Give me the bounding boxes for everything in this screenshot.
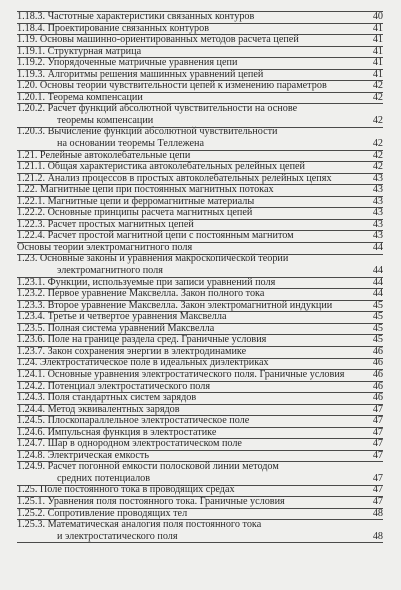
toc-entry-title: Метод эквивалентных зарядов [47, 403, 180, 415]
toc-entry[interactable] [17, 531, 383, 543]
toc-entry-title: Расчет функций абсолютной чувствительности на основе [47, 103, 298, 115]
toc-entry[interactable] [17, 265, 383, 277]
toc-entry-title: Поле постоянного тока в проводящих средах [39, 484, 235, 496]
toc-rule [17, 381, 383, 382]
toc-entry-title: Алгоритмы решения машинных уравнений цепей [47, 68, 264, 80]
toc-entry[interactable] [17, 173, 383, 185]
toc-entry-page: 45 [372, 299, 383, 311]
toc-entry-title: Основы машинно-ориентированных методов расчета цепей [39, 34, 299, 46]
toc-entry[interactable] [17, 34, 383, 46]
toc-entry[interactable] [17, 311, 383, 323]
toc-entry-number: 1.19. [17, 34, 40, 46]
toc-entry-page: 45 [372, 311, 383, 323]
toc-entry-page: 40 [372, 11, 383, 22]
toc-rule [17, 288, 383, 289]
toc-entry-number: 1.19.3. [17, 68, 48, 80]
toc-entry[interactable] [17, 92, 383, 104]
toc-rule [17, 80, 383, 81]
toc-rule [17, 508, 383, 509]
toc-entry[interactable] [17, 496, 383, 508]
toc-entry-page: 44 [372, 288, 383, 300]
toc-entry-number: 1.24.1. [17, 368, 48, 380]
toc-entry-number: 1.23.1. [17, 276, 48, 288]
toc-entry[interactable] [17, 115, 383, 127]
toc-entry-number: 1.25.3. [17, 519, 48, 531]
toc-entry-number: 1.22.4. [17, 230, 48, 242]
toc-rule [17, 69, 383, 70]
toc-entry[interactable] [17, 404, 383, 416]
toc-entry-number: 1.24. [17, 357, 40, 369]
toc-entry-number: 1.25. [17, 484, 40, 496]
toc-entry-page: 41 [372, 34, 383, 46]
toc-entry-title: Основные уравнения электростатического поля. Граничные условия [47, 368, 345, 380]
toc-entry[interactable] [17, 277, 383, 289]
toc-entry-page: 47 [372, 415, 383, 427]
toc-entry-title: Проектирование связанных контуров [47, 22, 210, 34]
toc-entry-number: 1.22.1. [17, 195, 48, 207]
toc-rule [17, 311, 383, 312]
toc-entry-number: 1.24.4. [17, 403, 48, 415]
toc-entry[interactable] [17, 150, 383, 162]
toc-entry-page: 46 [372, 392, 383, 404]
toc-entry[interactable] [17, 46, 383, 58]
toc-entry-title: Импульсная функция в электростатике [47, 426, 217, 438]
toc-rule [17, 57, 383, 58]
toc-entry[interactable] [17, 508, 383, 520]
toc-entry-page: 45 [372, 334, 383, 346]
toc-entry[interactable] [17, 207, 383, 219]
toc-entry-title: Полная система уравнений Максвелла [47, 322, 215, 334]
toc-rule [17, 184, 383, 185]
toc-rule [17, 161, 383, 162]
toc-rule [17, 219, 383, 220]
toc-entry-number: 1.24.6. [17, 426, 48, 438]
toc-entry-title: средних потенциалов [57, 472, 151, 484]
toc-entry-number: 1.23.7. [17, 345, 48, 357]
toc-entry-number: 1.25.2. [17, 507, 48, 519]
toc-rule [17, 300, 383, 301]
toc-entry[interactable] [17, 57, 383, 69]
toc-entry-title: Потенциал электростатического поля [47, 380, 211, 392]
toc-rule [17, 127, 383, 128]
toc-entry-number: 1.21.2. [17, 172, 48, 184]
toc-entry-page: 45 [372, 322, 383, 334]
toc-entry[interactable] [17, 161, 383, 173]
toc-entry[interactable] [17, 427, 383, 439]
toc-entry-title: Электростатическое поле в идеальных диэлектриках [39, 357, 269, 369]
toc-entry-number: 1.22.2. [17, 207, 48, 219]
toc-rule [17, 461, 383, 462]
toc-rule [17, 46, 383, 47]
toc-rule [17, 415, 383, 416]
toc-rule [17, 277, 383, 278]
toc-entry[interactable] [17, 126, 383, 138]
toc-entry[interactable] [17, 461, 383, 473]
toc-entry-title: Первое уравнение Максвелла. Закон полного тока [47, 288, 265, 300]
toc-entry-title: Магнитные цепи и ферромагнитные материалы [47, 195, 255, 207]
toc-entry-number: 1.20.1. [17, 91, 48, 103]
toc-entry[interactable] [17, 473, 383, 485]
toc-entry-title: Основные принципы расчета магнитных цепей [47, 207, 253, 219]
toc-entry-page: 43 [372, 195, 383, 207]
toc-rule [17, 103, 383, 104]
toc-entry-title: Расчет простой магнитной цепи с постоянным магнитом [47, 230, 294, 242]
toc-entry-page: 47 [372, 472, 383, 484]
toc-entry-number: 1.24.2. [17, 380, 48, 392]
toc-entry[interactable] [17, 450, 383, 462]
toc-rule [17, 92, 383, 93]
toc-entry-title: теоремы компенсации [57, 114, 154, 126]
toc-rule [17, 485, 383, 486]
toc-rule [17, 23, 383, 24]
toc-rule [17, 242, 383, 243]
toc-entry-title: и электростатического поля [57, 530, 178, 542]
toc-entry[interactable] [17, 438, 383, 450]
toc-entry-title: Структурная матрица [47, 45, 142, 57]
toc-entry-page: 41 [372, 57, 383, 69]
toc-entry-title: Шар в однородном электростатическом поле [47, 438, 242, 450]
toc-entry[interactable] [17, 392, 383, 404]
toc-entry-page: 46 [372, 368, 383, 380]
toc-entry[interactable] [17, 415, 383, 427]
toc-entry-page: 44 [372, 241, 383, 253]
toc-entry-number: 1.24.8. [17, 449, 48, 461]
toc-entry-page: 47 [372, 438, 383, 450]
toc-entry-number: 1.23.3. [17, 299, 48, 311]
toc-entry[interactable] [17, 69, 383, 81]
toc-entry-title: Расчет простых магнитных цепей [47, 218, 194, 230]
toc-entry-title: Общая характеристика автоколебательных релейных цепей [47, 161, 305, 173]
toc-entry-page: 47 [372, 403, 383, 415]
toc-entry-number: 1.23.4. [17, 311, 48, 323]
toc-entry-page: 43 [372, 172, 383, 184]
toc-entry-title: Основные законы и уравнения макроскопической теории [39, 253, 289, 265]
toc-entry-title: Теорема компенсации [47, 91, 143, 103]
toc-entry-page: 43 [372, 184, 383, 196]
toc-entry-number: 1.23.5. [17, 322, 48, 334]
toc-entry-page: 48 [372, 507, 383, 519]
toc-entry-page: 47 [372, 449, 383, 461]
toc-rule [17, 404, 383, 405]
toc-rule [17, 196, 383, 197]
toc-rule [17, 323, 383, 324]
toc-entry[interactable] [17, 519, 383, 531]
toc-rule [17, 173, 383, 174]
toc-entry-page: 44 [372, 265, 383, 277]
toc-entry-title: Математическая аналогия поля постоянного тока [47, 519, 262, 531]
toc-entry-number: 1.23.2. [17, 288, 48, 300]
toc-entry-title: Плоскопараллельное электростатическое поле [47, 415, 250, 427]
toc-rule [17, 369, 383, 370]
toc-entry-title: Третье и четвертое уравнения Максвелла [47, 311, 227, 323]
toc-entry-page: 43 [372, 207, 383, 219]
toc-entry[interactable] [17, 381, 383, 393]
toc-entry-title: Закон сохранения энергии в электродинамике [47, 345, 247, 357]
toc-entry-number: 1.22. [17, 184, 40, 196]
toc-entry-number: 1.21.1. [17, 161, 48, 173]
toc-entry-title: Электрическая емкость [47, 449, 150, 461]
toc-entry-title: Релейные автоколебательные цепи [39, 149, 191, 161]
toc-entry[interactable] [17, 11, 383, 23]
toc-entry-page: 43 [372, 230, 383, 242]
toc-entry-title: на основании теоремы Теллежена [57, 138, 205, 150]
toc-entry-title: Поле на границе раздела сред. Граничные условия [47, 334, 267, 346]
toc-entry[interactable] [17, 138, 383, 150]
toc-entry-title: Расчет погонной емкости полосковой линии методом [47, 461, 279, 473]
toc-rule [17, 496, 383, 497]
toc-rule [17, 519, 383, 520]
toc-entry-page: 41 [372, 45, 383, 57]
toc-entry-number: 1.24.9. [17, 461, 48, 473]
toc-entry[interactable] [17, 23, 383, 35]
toc-entry[interactable] [17, 242, 383, 254]
toc-entry-number: 1.24.3. [17, 392, 48, 404]
toc-entry-number: 1.25.1. [17, 495, 48, 507]
toc-entry-title: Частотные характеристики связанных контуров [47, 11, 255, 22]
toc-entry-page: 47 [372, 495, 383, 507]
toc-entry-number: 1.18.3. [17, 11, 48, 22]
toc-entry-page: 47 [372, 426, 383, 438]
toc-entry-title: Второе уравнение Максвелла. Закон электромагнитной индукции [47, 299, 333, 311]
toc-entry[interactable] [17, 219, 383, 231]
toc-rule [17, 11, 383, 12]
toc-entry-page: 44 [372, 276, 383, 288]
toc-entry-title: электромагнитного поля [57, 265, 163, 277]
toc-entry-page: 42 [372, 114, 383, 126]
toc-rule [17, 334, 383, 335]
toc-entry[interactable] [17, 369, 383, 381]
toc-entry[interactable] [17, 334, 383, 346]
toc-entry-number: 1.23. [17, 253, 40, 265]
toc-entry-page: 48 [372, 530, 383, 542]
toc-entry-number: 1.20. [17, 80, 40, 92]
toc-rule [17, 230, 383, 231]
toc-entry-title: Упорядоченные матричные уравнения цепи [47, 57, 238, 69]
toc-entry[interactable] [17, 346, 383, 358]
toc-entry-title: Магнитные цепи при постоянных магнитных потоках [39, 184, 274, 196]
toc-entry[interactable] [17, 253, 383, 265]
toc-rule [17, 346, 383, 347]
toc-entry-page: 47 [372, 484, 383, 496]
table-of-contents [17, 11, 383, 542]
toc-entry-title: Сопротивление проводящих тел [47, 507, 188, 519]
toc-entry-page: 46 [372, 357, 383, 369]
toc-entry-title: Поля стандартных систем зарядов [47, 392, 197, 404]
toc-entry-title: Анализ процессов в простых автоколебательных релейных цепях [47, 172, 332, 184]
toc-entry-page: 46 [372, 380, 383, 392]
toc-entry-title: Основы теории чувствительности цепей к изменению параметров [39, 80, 327, 92]
toc-rule [17, 207, 383, 208]
toc-rule [17, 438, 383, 439]
toc-entry-title: Вычисление функций абсолютной чувствительности [47, 126, 278, 138]
toc-entry[interactable] [17, 288, 383, 300]
toc-entry-number: 1.19.2. [17, 57, 48, 69]
toc-entry[interactable] [17, 323, 383, 335]
toc-entry-number: 1.23.6. [17, 334, 48, 346]
toc-entry[interactable] [17, 230, 383, 242]
toc-entry-title: Основы теории электромагнитного поля [17, 241, 193, 253]
toc-entry[interactable] [17, 103, 383, 115]
toc-entry-number: 1.20.2. [17, 103, 48, 115]
toc-entry[interactable] [17, 357, 383, 369]
toc-entry-page: 46 [372, 345, 383, 357]
toc-entry-page: 42 [372, 91, 383, 103]
toc-entry-page: 42 [372, 161, 383, 173]
toc-entry-number: 1.20.3. [17, 126, 48, 138]
toc-entry-number: 1.24.7. [17, 438, 48, 450]
toc-entry-number: 1.19.1. [17, 45, 48, 57]
toc-entry-page: 41 [372, 22, 383, 34]
toc-entry[interactable] [17, 80, 383, 92]
toc-entry-page: 42 [372, 149, 383, 161]
toc-entry-number: 1.22.3. [17, 218, 48, 230]
toc-rule [17, 392, 383, 393]
toc-entry-page: 41 [372, 68, 383, 80]
toc-entry-number: 1.18.4. [17, 22, 48, 34]
toc-entry-title: Уравнения поля постоянного тока. Граничные условия [47, 495, 285, 507]
toc-entry-title: Функции, используемые при записи уравнений поля [47, 276, 276, 288]
toc-entry-number: 1.21. [17, 149, 40, 161]
toc-entry[interactable] [17, 196, 383, 208]
toc-entry[interactable] [17, 184, 383, 196]
toc-entry-page: 43 [372, 218, 383, 230]
toc-entry[interactable] [17, 484, 383, 496]
toc-rule [17, 450, 383, 451]
toc-entry-number: 1.24.5. [17, 415, 48, 427]
toc-rule [17, 542, 383, 543]
toc-rule [17, 358, 383, 359]
toc-rule [17, 427, 383, 428]
toc-entry[interactable] [17, 300, 383, 312]
toc-entry-page: 42 [372, 138, 383, 150]
toc-entry-page: 42 [372, 80, 383, 92]
toc-rule [17, 34, 383, 35]
toc-rule [17, 254, 383, 255]
toc-rule [17, 150, 383, 151]
